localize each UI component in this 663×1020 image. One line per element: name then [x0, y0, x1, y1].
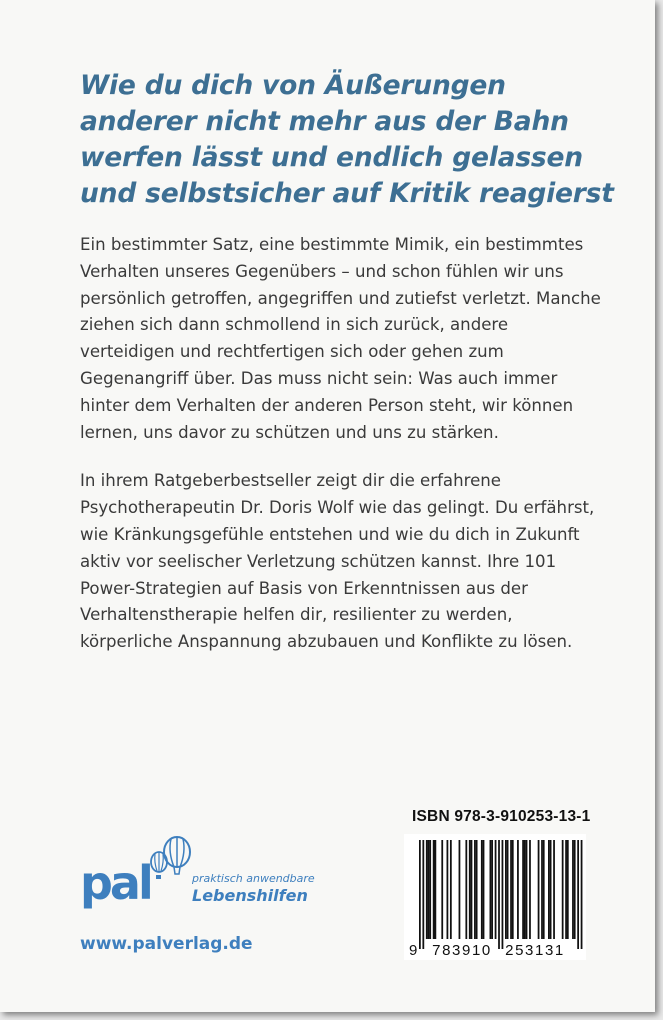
barcode-digits-left: 783910: [432, 942, 492, 959]
barcode-bar: [419, 840, 421, 949]
barcode-digit-first: 9: [409, 942, 418, 959]
barcode-bar: [502, 840, 504, 949]
barcode-bar: [481, 840, 483, 939]
barcode-bar: [553, 840, 555, 939]
tagline: Wie du dich von Äußerungen anderer nicht mehr aus der Bahn werfen lässt und endlich gelassen und selbstsicher auf Kritik reagierst: [80, 70, 614, 209]
barcode-bar: [550, 840, 552, 939]
barcode-bar: [543, 840, 545, 939]
barcode-bar: [469, 840, 471, 939]
logo-claim-line2: Lebenshilfen: [192, 886, 308, 905]
barcode-bar: [512, 840, 514, 939]
barcode-bar: [491, 840, 493, 939]
barcode-bar: [507, 840, 509, 939]
barcode-bar: [495, 840, 497, 939]
barcode-bar: [522, 840, 524, 939]
barcode-bar: [447, 840, 449, 939]
barcode-bar: [474, 840, 476, 939]
barcode-bar: [538, 840, 540, 939]
barcode-bar: [581, 840, 583, 949]
barcode-bar: [476, 840, 478, 939]
barcode-bar: [541, 840, 543, 939]
hot-air-balloon-icon: [144, 836, 194, 892]
barcode-bar: [510, 840, 512, 939]
barcode-bar: [433, 840, 435, 939]
publisher-logo: [80, 836, 320, 926]
barcode-bar: [567, 840, 569, 939]
logo-wordmark: pal: [80, 856, 151, 910]
barcode-bar: [517, 840, 519, 939]
blurb-paragraph-2: In ihrem Ratgeberbestseller zeigt dir die erfahrene Psychotherapeutin Dr. Doris Wolf wie das gelingt. Du erfährst, wie Kränkungsgefühle entstehen und wie du dich in Zukunft aktiv vor seelischer Verletzung schützen kannst. Ihre 101 Power-Strategien auf Basis von Erkenntnissen aus der Verhaltenstherapie helfen dir, resilienter zu werden, körperliche Anspannung abzubauen und Konflikte zu lösen.: [80, 471, 595, 652]
barcode: [404, 834, 586, 960]
barcode-bar: [565, 840, 567, 939]
barcode-bar: [548, 840, 550, 939]
barcode-bar: [483, 840, 485, 939]
barcode-bar: [459, 840, 461, 939]
isbn-label: ISBN 978-3-910253-13-1: [412, 808, 591, 825]
barcode-bar: [574, 840, 576, 939]
barcode-bar: [434, 840, 436, 939]
barcode-bar: [490, 840, 492, 939]
barcode-bar: [529, 840, 531, 939]
barcode-bar: [428, 840, 430, 939]
barcode-digits-right: 253131: [505, 942, 565, 959]
barcode-bar: [562, 840, 564, 939]
barcode-bar: [465, 840, 467, 939]
barcode-bar: [577, 840, 579, 949]
barcode-bar: [526, 840, 528, 939]
barcode-bar: [471, 840, 473, 939]
barcode-bar: [426, 840, 428, 939]
barcode-bar: [524, 840, 526, 939]
barcode-bar: [429, 840, 431, 939]
barcode-bar: [450, 840, 452, 939]
barcode-bar: [441, 840, 443, 939]
blurb: [80, 232, 605, 678]
barcode-bar: [422, 840, 424, 949]
barcode-graphic: [404, 834, 586, 960]
barcode-bar: [572, 840, 574, 939]
barcode-bar: [498, 840, 500, 949]
publisher-url[interactable]: www.palverlag.de: [80, 934, 253, 954]
logo-claim-line1: praktisch anwendbare: [192, 872, 315, 885]
barcode-bar: [505, 840, 507, 939]
blurb-paragraph-1: Ein bestimmter Satz, eine bestimmte Mimik, ein bestimmtes Verhalten unseres Gegenübers – und schon fühlen wir uns persönlich getroffen, angegriffen und zutiefst verletzt. Manche ziehen sich dann schmollend in sich zurück, andere verteidigen und rechtfertigen sich oder gehen zum Gegenangriff über. Das muss nicht sein: Was auch immer hinter dem Verhalten der anderen Person steht, wir können lernen, uns davor zu schützen und uns zu stärken.: [80, 235, 601, 442]
